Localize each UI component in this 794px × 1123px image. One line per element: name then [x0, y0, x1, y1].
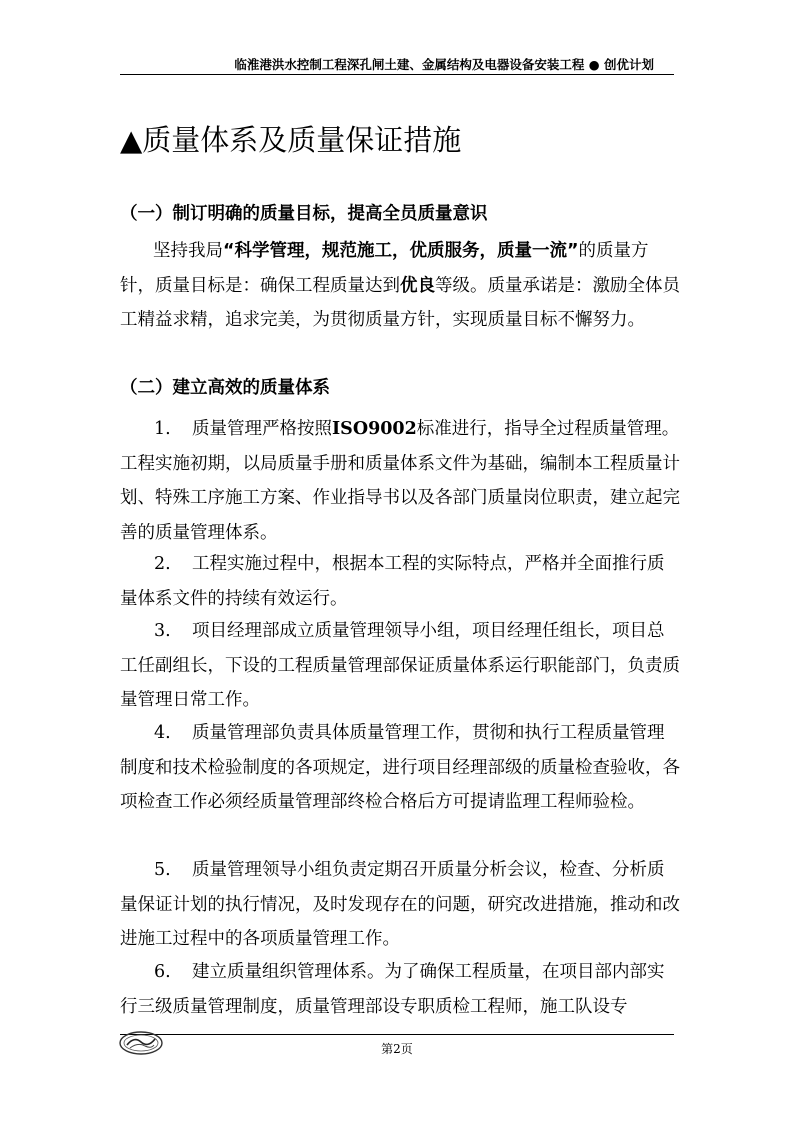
list-item: [120, 716, 680, 820]
list-item: [120, 614, 680, 718]
header-divider: [120, 74, 674, 75]
item-text: 建立质量组织管理体系。为了确保工程质量，在项目部内部实行三级质量管理制度，质量管理部设专职质检工程师，施工队设专: [120, 962, 665, 1017]
item-text: 项目经理部成立质量管理领导小组，项目经理任组长，项目总工任副组长，下设的工程质量管理部保证质量体系运行职能部门，负责质量管理日常工作。: [120, 621, 680, 710]
bold-standard: ISO9002: [332, 419, 417, 439]
bold-term: 优良: [400, 275, 435, 296]
item-number: 6.: [154, 962, 171, 982]
text-run: 等级。质量承诺是：激励全体员工精益求精，追求完美，为贯彻质量方针，实现质量目标不懈努力。: [120, 275, 680, 330]
list-item: [120, 412, 680, 550]
section1-paragraph: [120, 234, 680, 338]
list-item: [120, 547, 680, 616]
item-text: 质量管理领导小组负责定期召开质量分析会议，检查、分析质量保证计划的执行情况，及时发现存在的问题，研究改进措施，推动和改进施工过程中的各项质量管理工作。: [120, 860, 680, 949]
item-number: 3.: [154, 621, 171, 641]
text-run: 标准进行，指导全过程质量管理。工程实施初期，以局质量手册和质量体系文件为基础，编制本工程质量计划、特殊工序施工方案、作业指导书以及各部门质量岗位职责，建立起完善的质量管理体系。: [120, 419, 680, 543]
item-number: 2.: [154, 554, 171, 574]
list-item: [120, 853, 680, 957]
section-heading-1: （一）制订明确的质量目标，提高全员质量意识: [120, 204, 488, 224]
item-number: 4.: [154, 723, 171, 743]
footer-divider: [120, 1034, 674, 1035]
running-header: 临淮港洪水控制工程深孔闸土建、金属结构及电器设备安装工程 ● 创优计划: [234, 57, 654, 72]
bold-quote: “科学管理，规范施工，优质服务，质量一流”: [223, 241, 579, 261]
page-number: 第2页: [381, 1042, 413, 1056]
text-run: 质量管理严格按照: [192, 419, 332, 439]
text-run: 坚持我局: [153, 241, 223, 261]
item-text: 质量管理部负责具体质量管理工作，贯彻和执行工程质量管理制度和技术检验制度的各项规定，进行项目经理部级的质量检查验收，各项检查工作必须经质量管理部终检合格后方可提请监理工程师验检。: [120, 723, 680, 812]
page-title: ▲质量体系及质量保证措施: [120, 123, 462, 157]
list-item: [120, 955, 680, 1024]
section-heading-2: （二）建立高效的质量体系: [120, 378, 330, 398]
item-text: 工程实施过程中，根据本工程的实际特点，严格并全面推行质量体系文件的持续有效运行。: [120, 554, 665, 609]
text-run: 的质量方针，质量目标是：确保工程质量达到: [120, 241, 649, 296]
item-number: 1.: [154, 419, 171, 439]
item-number: 5.: [154, 860, 171, 880]
